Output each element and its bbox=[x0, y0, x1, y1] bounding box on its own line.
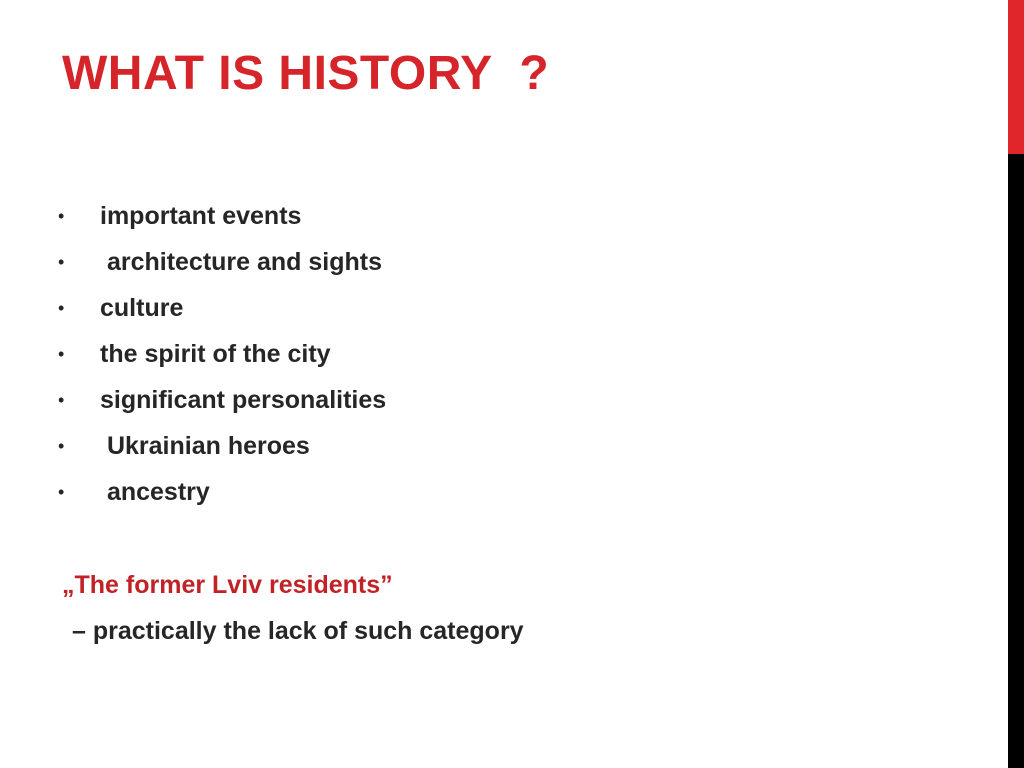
bullet-dot-icon: • bbox=[58, 390, 65, 410]
bullet-text: culture bbox=[100, 294, 184, 322]
bullet-item bbox=[58, 469, 386, 515]
slide-title: WHAT IS HISTORY ? bbox=[62, 47, 550, 100]
bullet-item bbox=[58, 377, 386, 423]
bullet-text: architecture and sights bbox=[100, 248, 383, 276]
bullet-item bbox=[58, 423, 386, 469]
bullet-dot-icon: • bbox=[58, 344, 65, 364]
side-accent-bar-red bbox=[1008, 0, 1024, 154]
bullet-text: the spirit of the city bbox=[100, 340, 331, 368]
bullet-dot-icon: • bbox=[58, 482, 65, 502]
bullet-item bbox=[58, 193, 386, 239]
bullet-dot-icon: • bbox=[58, 298, 65, 318]
bullet-item bbox=[58, 285, 386, 331]
side-accent-bar-black bbox=[1008, 154, 1024, 768]
bullet-text: important events bbox=[100, 202, 302, 230]
bullet-text: significant personalities bbox=[100, 386, 387, 414]
bullet-dot-icon: • bbox=[58, 436, 65, 456]
bullet-text: Ukrainian heroes bbox=[100, 432, 310, 460]
bullet-item bbox=[58, 331, 386, 377]
bullet-item bbox=[58, 239, 386, 285]
bullet-text: ancestry bbox=[100, 478, 210, 506]
bullet-dot-icon: • bbox=[58, 252, 65, 272]
quote-text: „The former Lviv residents” bbox=[62, 571, 393, 599]
bullet-dot-icon: • bbox=[58, 206, 65, 226]
note-text: – practically the lack of such category bbox=[72, 617, 524, 645]
bullet-list bbox=[58, 193, 386, 515]
